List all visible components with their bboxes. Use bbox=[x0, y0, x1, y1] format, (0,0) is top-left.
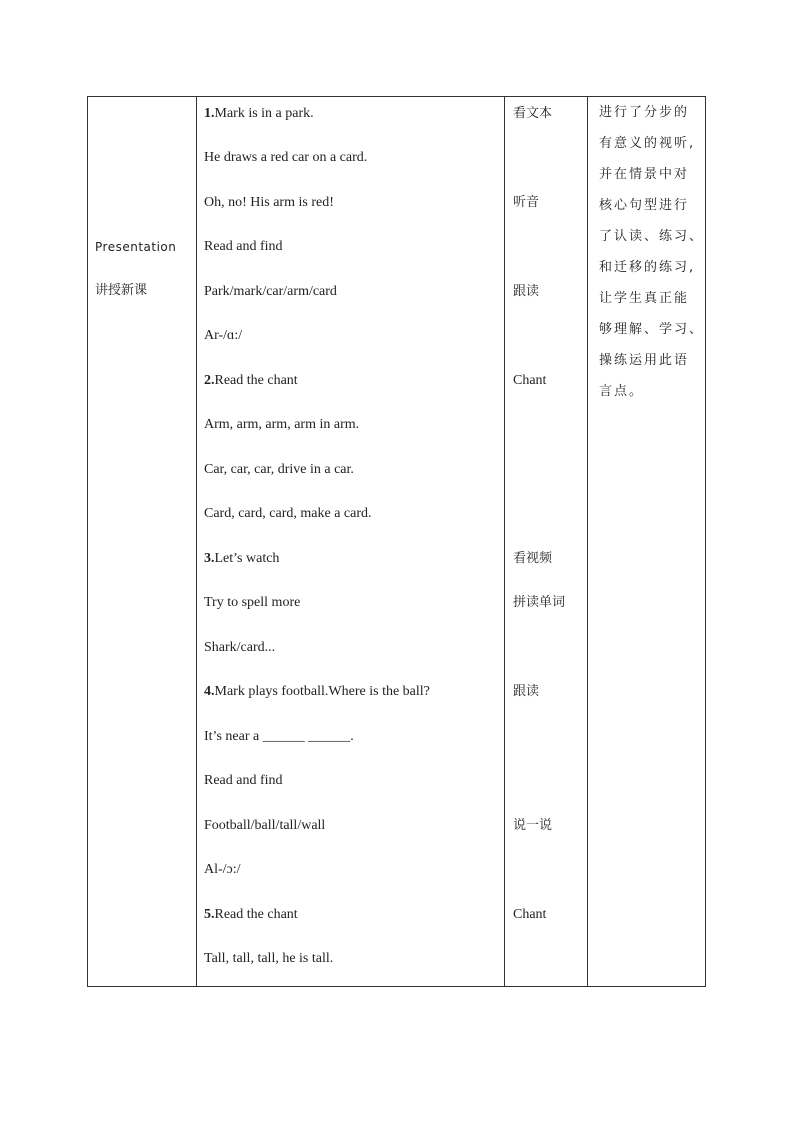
content-line: Al-/ɔ:/ bbox=[204, 862, 241, 877]
column-divider bbox=[504, 97, 505, 986]
content-line: Try to spell more bbox=[204, 595, 301, 610]
activity-label: 跟读 bbox=[513, 284, 540, 299]
content-line: Car, car, car, drive in a car. bbox=[204, 462, 354, 477]
content-line: Read and find bbox=[204, 773, 283, 788]
note-line: 够理解、学习、 bbox=[599, 322, 705, 337]
note-line: 言点。 bbox=[599, 384, 645, 399]
column-divider bbox=[196, 97, 197, 986]
content-line: Football/ball/tall/wall bbox=[204, 818, 326, 833]
content-line: Read and find bbox=[204, 239, 283, 254]
content-line: Tall, tall, tall, he is tall. bbox=[204, 951, 334, 966]
column-divider bbox=[587, 97, 588, 986]
activity-label: 拼读单词 bbox=[513, 595, 566, 610]
note-line: 并在情景中对 bbox=[599, 167, 690, 182]
content-line: Arm, arm, arm, arm in arm. bbox=[204, 417, 360, 432]
content-line: 1.Mark is in a park. bbox=[204, 106, 314, 121]
content-line: 5.Read the chant bbox=[204, 907, 298, 922]
stage-english: Presentation bbox=[95, 240, 177, 254]
note-line: 核心句型进行 bbox=[599, 198, 690, 213]
activity-label: 看文本 bbox=[513, 106, 553, 121]
content-line: Park/mark/car/arm/card bbox=[204, 284, 337, 299]
content-line: 4.Mark plays football.Where is the ball? bbox=[204, 684, 430, 699]
note-line: 有意义的视听, bbox=[599, 136, 696, 151]
content-line: Shark/card... bbox=[204, 640, 276, 655]
note-line: 让学生真正能 bbox=[599, 291, 690, 306]
lesson-table bbox=[87, 96, 706, 987]
activity-label: Chant bbox=[513, 907, 547, 922]
content-line: 3.Let’s watch bbox=[204, 551, 280, 566]
content-line: 2.Read the chant bbox=[204, 373, 298, 388]
note-line: 和迁移的练习, bbox=[599, 260, 696, 275]
note-line: 进行了分步的 bbox=[599, 105, 690, 120]
content-line: Card, card, card, make a card. bbox=[204, 506, 372, 521]
note-line: 操练运用此语 bbox=[599, 353, 690, 368]
stage-chinese: 讲授新课 bbox=[95, 283, 148, 298]
activity-label: Chant bbox=[513, 373, 547, 388]
content-line: Ar-/ɑ:/ bbox=[204, 328, 243, 343]
activity-label: 跟读 bbox=[513, 684, 540, 699]
activity-label: 看视频 bbox=[513, 551, 553, 566]
content-line: It’s near a ______ ______. bbox=[204, 729, 354, 744]
content-line: Oh, no! His arm is red! bbox=[204, 195, 334, 210]
note-line: 了认读、练习、 bbox=[599, 229, 705, 244]
activity-label: 听音 bbox=[513, 195, 540, 210]
content-line: He draws a red car on a card. bbox=[204, 150, 368, 165]
activity-label: 说一说 bbox=[513, 818, 553, 833]
